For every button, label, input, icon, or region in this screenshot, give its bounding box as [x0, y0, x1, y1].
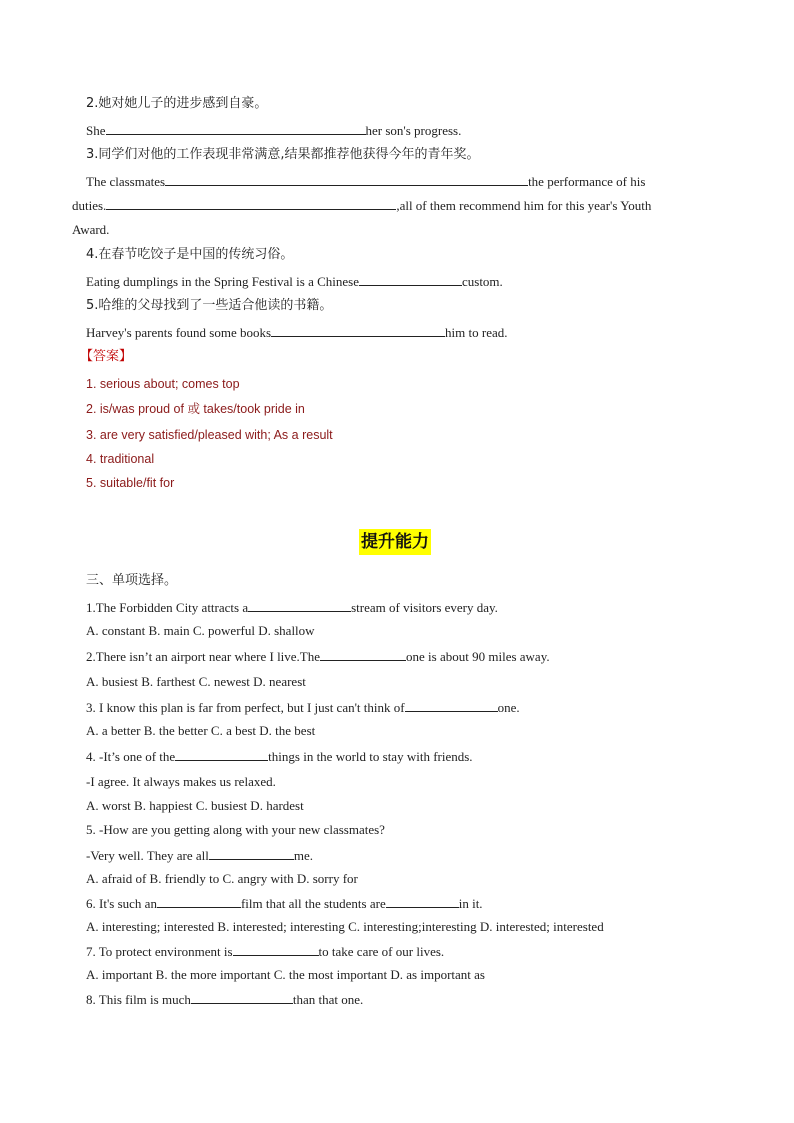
answer-blank[interactable] [165, 173, 528, 186]
text-segment: duties. [72, 198, 107, 213]
mcq-q5-options: A. afraid of B. friendly to C. angry with D. sorry for [86, 871, 358, 886]
text-segment: 7. To protect environment is [86, 944, 233, 959]
text-segment: Eating dumplings in the Spring Festival is a Chinese [86, 274, 359, 289]
mcq-q3 [86, 699, 520, 716]
text-segment: to take care of our lives. [318, 944, 445, 959]
text-segment: me. [293, 848, 313, 863]
mcq-q1-options: A. constant B. main C. powerful D. shallow [86, 623, 315, 638]
answer-item-2: 2. is/was proud of 或 takes/took pride in [86, 402, 305, 416]
answer-blank[interactable] [106, 122, 366, 135]
answer-blank[interactable] [106, 197, 396, 210]
translation-q3-sentence-cont [72, 197, 651, 214]
translation-q5-prompt: 5.哈维的父母找到了一些适合他读的书籍。 [86, 298, 333, 313]
text-segment: 2.There isn’t an airport near where I live.The [86, 649, 321, 664]
text-segment: film that all the students are [240, 896, 386, 911]
mcq-q4-reply: -I agree. It always makes us relaxed. [86, 774, 276, 789]
answer-item-5: 5. suitable/fit for [86, 476, 175, 490]
text-segment: him to read. [445, 325, 508, 340]
mcq-q7-options: A. important B. the more important C. the most important D. as important as [86, 967, 485, 982]
text-segment: She [86, 123, 106, 138]
translation-q3-sentence-end: Award. [72, 222, 110, 237]
answer-item-4: 4. traditional [86, 452, 155, 466]
answer-blank[interactable] [386, 895, 459, 908]
text-segment: Harvey's parents found some books [86, 325, 272, 340]
answer-blank[interactable] [248, 599, 351, 612]
translation-q3-sentence [86, 173, 645, 190]
mcq-q4 [86, 748, 473, 765]
mcq-q6 [86, 895, 483, 912]
mcq-q4-options: A. worst B. happiest C. busiest D. hardest [86, 798, 304, 813]
text-segment: stream of visitors every day. [351, 600, 498, 615]
mcq-q6-options: A. interesting; interested B. interested; interesting C. interesting;interesting D. interested; interested [86, 919, 604, 934]
answer-blank[interactable] [209, 847, 294, 860]
answer-blank[interactable] [359, 273, 462, 286]
answer-blank[interactable] [320, 648, 406, 661]
answer-blank[interactable] [175, 748, 268, 761]
translation-q5-sentence [86, 324, 508, 341]
translation-q3-prompt: 3.同学们对他的工作表现非常满意,结果都推荐他获得今年的青年奖。 [86, 147, 480, 162]
answer-blank[interactable] [233, 943, 319, 956]
text-segment: things in the world to stay with friends. [268, 749, 473, 764]
answer-blank[interactable] [271, 324, 445, 337]
answer-blank[interactable] [191, 991, 293, 1004]
mcq-heading: 三、单项选择。 [86, 573, 178, 588]
text-segment: one. [497, 700, 520, 715]
text-segment: 6. It's such an [86, 896, 157, 911]
mcq-q2-options: A. busiest B. farthest C. newest D. nearest [86, 674, 306, 689]
text-segment: -Very well. They are all [86, 848, 209, 863]
text-segment: than that one. [292, 992, 364, 1007]
text-segment: in it. [458, 896, 483, 911]
mcq-q2 [86, 648, 550, 665]
text-segment: 3. I know this plan is far from perfect, but I just can't think of [86, 700, 405, 715]
translation-q4-sentence [86, 273, 503, 290]
translation-q4-prompt: 4.在春节吃饺子是中国的传统习俗。 [86, 247, 294, 262]
text-segment: ,all of them recommend him for this year's Youth [396, 198, 652, 213]
section-title: 提升能力 [359, 529, 431, 555]
mcq-q5-reply [86, 847, 313, 864]
answer-item-1: 1. serious about; comes top [86, 377, 240, 391]
translation-q2-sentence [86, 122, 461, 139]
text-segment: custom. [461, 274, 503, 289]
mcq-q7 [86, 943, 444, 960]
text-segment: The classmates [86, 174, 166, 189]
mcq-q5: 5. -How are you getting along with your new classmates? [86, 822, 385, 837]
text-segment: 1.The Forbidden City attracts a [86, 600, 249, 615]
answer-blank[interactable] [157, 895, 241, 908]
text-segment: one is about 90 miles away. [406, 649, 550, 664]
mcq-q8 [86, 991, 363, 1008]
translation-q2-prompt: 2.她对她儿子的进步感到自豪。 [86, 96, 268, 111]
answer-blank[interactable] [405, 699, 498, 712]
text-segment: her son's progress. [365, 123, 462, 138]
mcq-q1 [86, 599, 498, 616]
text-segment: 4. -It’s one of the [86, 749, 176, 764]
text-segment: the performance of his [528, 174, 646, 189]
answer-heading: 【答案】 [80, 349, 133, 364]
mcq-q3-options: A. a better B. the better C. a best D. the best [86, 723, 316, 738]
answer-item-3: 3. are very satisfied/pleased with; As a result [86, 428, 333, 442]
text-segment: 8. This film is much [86, 992, 191, 1007]
